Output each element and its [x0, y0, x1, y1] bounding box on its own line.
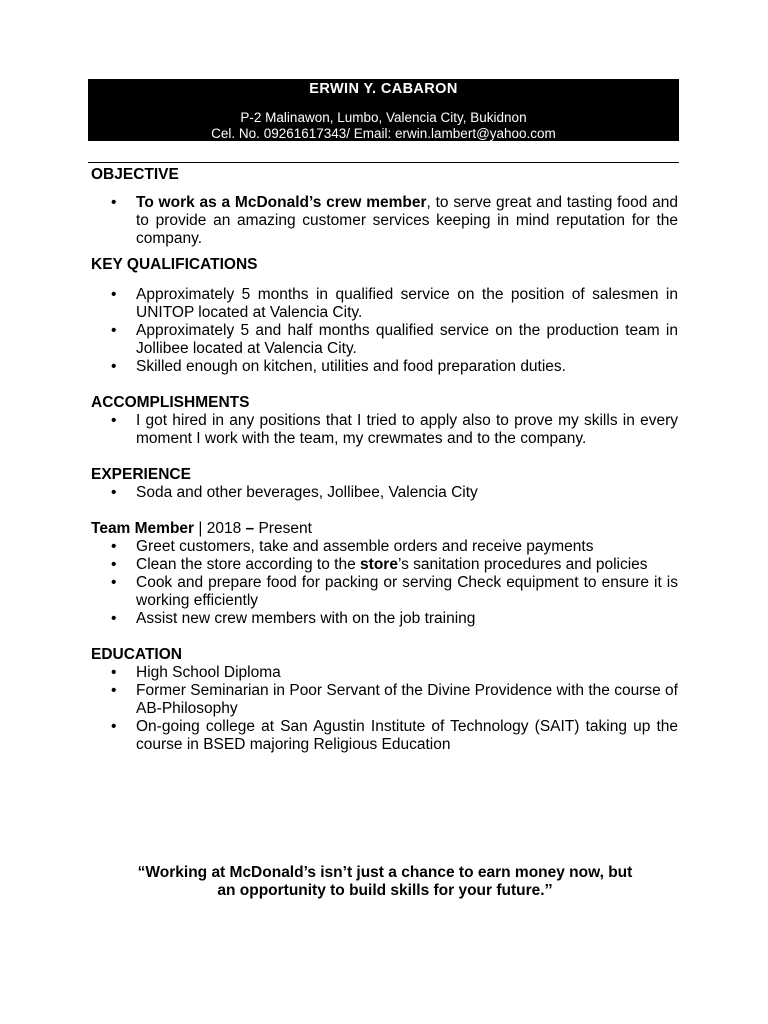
accomplishments-list [91, 412, 678, 448]
list-item: • High School Diploma [91, 664, 678, 682]
job-duties-list [91, 538, 678, 628]
applicant-name: ERWIN Y. CABARON [309, 81, 458, 97]
list-item: • Assist new crew members with on the job training [91, 610, 678, 628]
job-dates-dash: – [245, 520, 255, 537]
duty-text: Clean the store according to the [136, 556, 361, 573]
duty-emphasis: store [360, 556, 398, 573]
duty-text: ’s sanitation procedures and policies [397, 556, 648, 573]
accomplishments-heading: ACCOMPLISHMENTS [91, 394, 250, 411]
applicant-contact: Cel. No. 09261617343/ Email: erwin.lambert@yahoo.com [211, 126, 556, 141]
closing-quote [80, 864, 690, 900]
job-role-line [91, 520, 678, 538]
resume-header [88, 79, 679, 141]
objective-list [91, 194, 678, 248]
header-divider [88, 162, 679, 163]
list-item [91, 194, 678, 248]
objective-heading: OBJECTIVE [91, 166, 179, 183]
resume-body [91, 166, 678, 754]
applicant-address: P-2 Malinawon, Lumbo, Valencia City, Bukidnon [240, 110, 527, 125]
list-item: • On-going college at San Agustin Institute of Technology (SAIT) taking up the course in BSED majoring Religious Education [91, 718, 678, 754]
quote-line: an opportunity to build skills for your future.’’ [217, 882, 553, 899]
experience-list [91, 484, 678, 502]
list-item: • Skilled enough on kitchen, utilities and food preparation duties. [91, 358, 678, 376]
list-item: • Approximately 5 and half months qualified service on the production team in Jollibee located at Valencia City. [91, 322, 678, 358]
list-item: • I got hired in any positions that I tried to apply also to prove my skills in every moment I work with the team, my crewmates and to the company. [91, 412, 678, 448]
education-list [91, 664, 678, 754]
list-item: • Former Seminarian in Poor Servant of the Divine Providence with the course of AB-Philosophy [91, 682, 678, 718]
list-item [91, 556, 678, 574]
list-item: • Cook and prepare food for packing or serving Check equipment to ensure it is working efficiently [91, 574, 678, 610]
list-item: • Approximately 5 months in qualified service on the position of salesmen in UNITOP located at Valencia City. [91, 286, 678, 322]
experience-heading: EXPERIENCE [91, 466, 191, 483]
list-item: • Greet customers, take and assemble orders and receive payments [91, 538, 678, 556]
job-dates-end: Present [254, 520, 312, 537]
education-heading: EDUCATION [91, 646, 182, 663]
key-qualifications-heading: KEY QUALIFICATIONS [91, 256, 258, 273]
job-dates-start: | 2018 [194, 520, 246, 537]
list-item: • Soda and other beverages, Jollibee, Valencia City [91, 484, 678, 502]
quote-line: “Working at McDonald’s isn’t just a chance to earn money now, but [137, 864, 633, 881]
objective-text: , to serve great and tasting food and to provide an amazing customer services keeping in mind reputation for the company. [136, 194, 678, 247]
objective-lead: To work as a McDonald’s crew member [136, 194, 427, 211]
key-qualifications-list [91, 286, 678, 376]
job-title: Team Member [91, 520, 195, 537]
